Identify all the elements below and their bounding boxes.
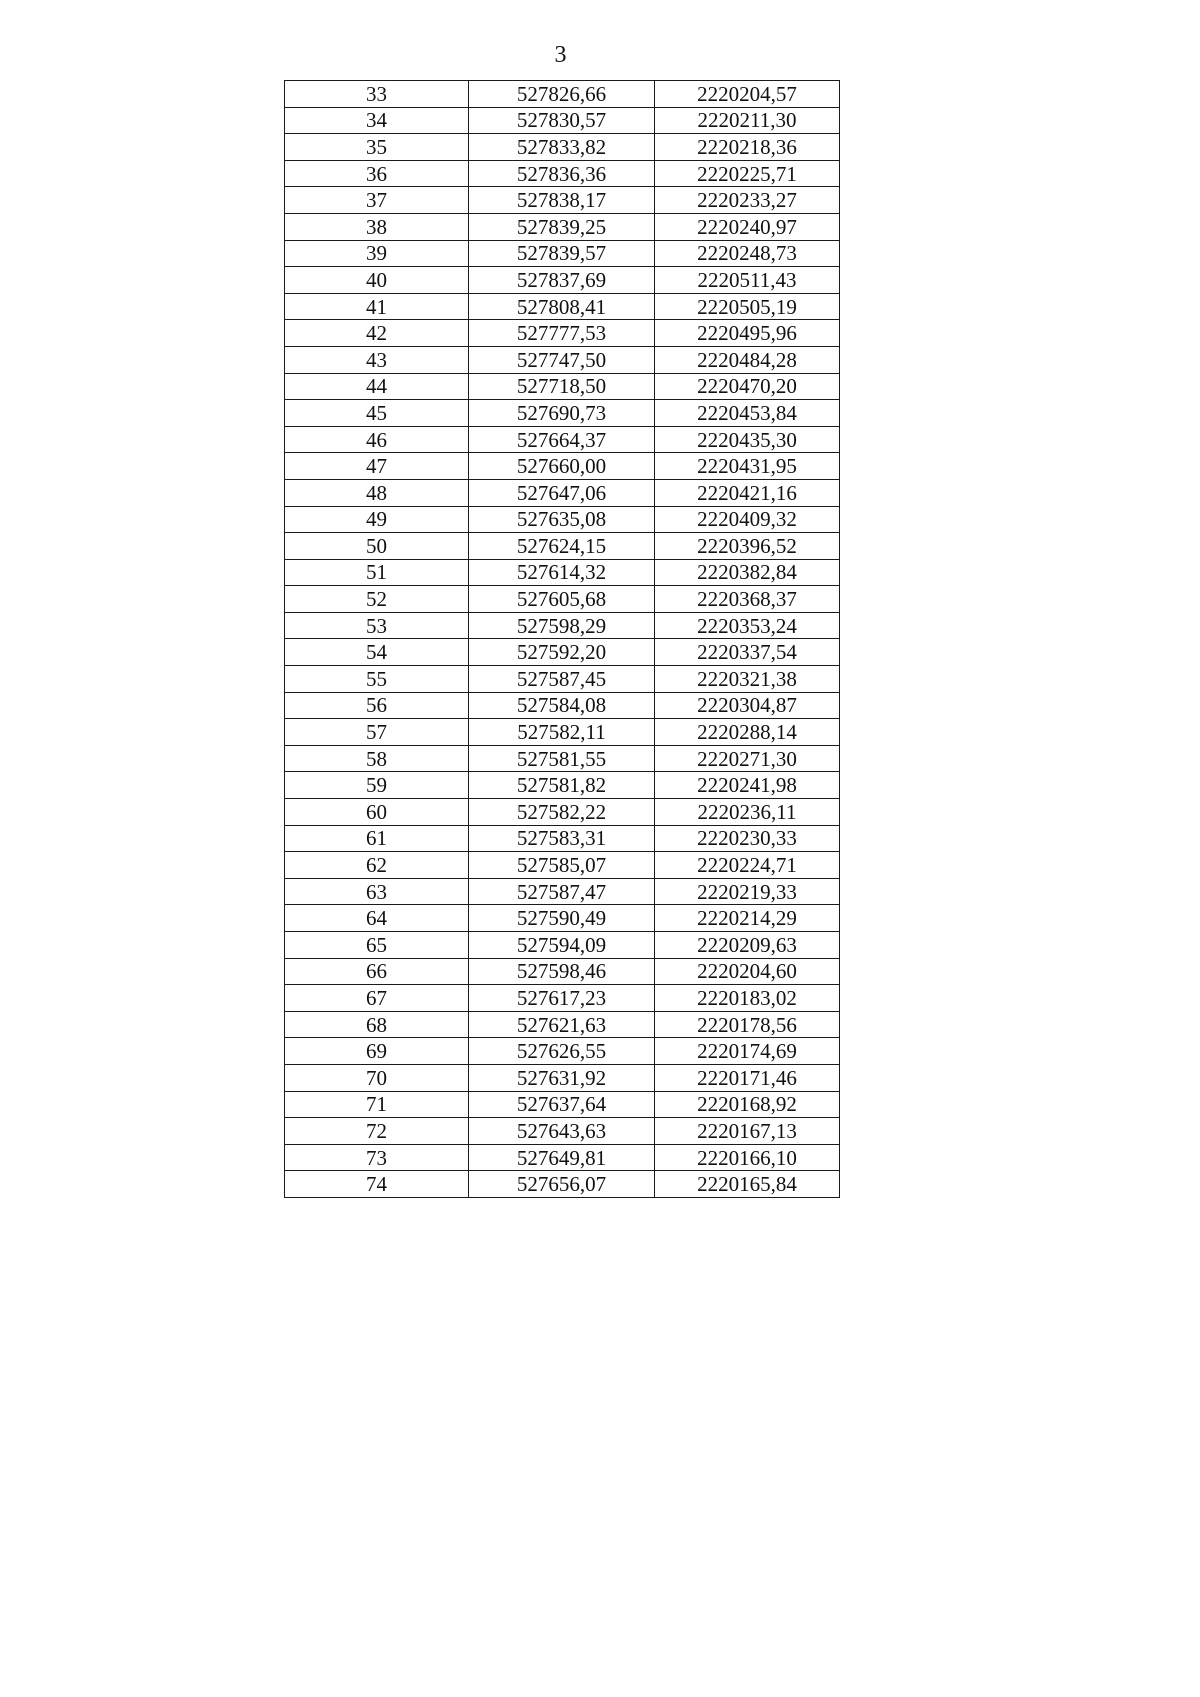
point-number-cell: 49 [285,506,469,533]
y-coordinate-cell: 2220165,84 [655,1171,840,1198]
table-row [285,479,840,506]
point-number-cell: 37 [285,187,469,214]
point-number-cell: 57 [285,719,469,746]
point-number-cell: 43 [285,346,469,373]
y-coordinate-cell: 2220505,19 [655,293,840,320]
table-row [285,1011,840,1038]
point-number-cell: 34 [285,107,469,134]
point-number-cell: 54 [285,639,469,666]
y-coordinate-cell: 2220204,57 [655,81,840,108]
x-coordinate-cell: 527643,63 [469,1118,655,1145]
y-coordinate-cell: 2220167,13 [655,1118,840,1145]
point-number-cell: 47 [285,453,469,480]
x-coordinate-cell: 527590,49 [469,905,655,932]
x-coordinate-cell: 527631,92 [469,1064,655,1091]
x-coordinate-cell: 527621,63 [469,1011,655,1038]
y-coordinate-cell: 2220382,84 [655,559,840,586]
y-coordinate-cell: 2220409,32 [655,506,840,533]
y-coordinate-cell: 2220435,30 [655,426,840,453]
x-coordinate-cell: 527637,64 [469,1091,655,1118]
point-number-cell: 58 [285,745,469,772]
y-coordinate-cell: 2220230,33 [655,825,840,852]
point-number-cell: 61 [285,825,469,852]
point-number-cell: 35 [285,134,469,161]
table-row [285,533,840,560]
y-coordinate-cell: 2220337,54 [655,639,840,666]
point-number-cell: 45 [285,400,469,427]
table-row [285,134,840,161]
x-coordinate-cell: 527614,32 [469,559,655,586]
table-row [285,825,840,852]
table-row [285,506,840,533]
x-coordinate-cell: 527583,31 [469,825,655,852]
point-number-cell: 42 [285,320,469,347]
table-row [285,426,840,453]
y-coordinate-cell: 2220495,96 [655,320,840,347]
table-row [285,81,840,108]
table-row [285,453,840,480]
table-row [285,639,840,666]
table-row [285,852,840,879]
point-number-cell: 50 [285,533,469,560]
table-row [285,1171,840,1198]
table-row [285,745,840,772]
x-coordinate-cell: 527582,11 [469,719,655,746]
x-coordinate-cell: 527664,37 [469,426,655,453]
y-coordinate-cell: 2220431,95 [655,453,840,480]
x-coordinate-cell: 527777,53 [469,320,655,347]
point-number-cell: 63 [285,878,469,905]
x-coordinate-cell: 527624,15 [469,533,655,560]
y-coordinate-cell: 2220224,71 [655,852,840,879]
x-coordinate-cell: 527598,46 [469,958,655,985]
point-number-cell: 33 [285,81,469,108]
y-coordinate-cell: 2220174,69 [655,1038,840,1065]
table-row [285,107,840,134]
y-coordinate-cell: 2220236,11 [655,799,840,826]
point-number-cell: 39 [285,240,469,267]
point-number-cell: 44 [285,373,469,400]
y-coordinate-cell: 2220470,20 [655,373,840,400]
point-number-cell: 55 [285,666,469,693]
coordinates-table-body [285,81,840,1198]
x-coordinate-cell: 527837,69 [469,267,655,294]
point-number-cell: 73 [285,1144,469,1171]
x-coordinate-cell: 527718,50 [469,373,655,400]
table-row [285,692,840,719]
y-coordinate-cell: 2220209,63 [655,932,840,959]
y-coordinate-cell: 2220214,29 [655,905,840,932]
y-coordinate-cell: 2220183,02 [655,985,840,1012]
point-number-cell: 36 [285,160,469,187]
point-number-cell: 71 [285,1091,469,1118]
y-coordinate-cell: 2220225,71 [655,160,840,187]
table-row [285,799,840,826]
x-coordinate-cell: 527833,82 [469,134,655,161]
table-row [285,958,840,985]
y-coordinate-cell: 2220353,24 [655,612,840,639]
x-coordinate-cell: 527647,06 [469,479,655,506]
y-coordinate-cell: 2220321,38 [655,666,840,693]
x-coordinate-cell: 527656,07 [469,1171,655,1198]
y-coordinate-cell: 2220484,28 [655,346,840,373]
y-coordinate-cell: 2220421,16 [655,479,840,506]
x-coordinate-cell: 527581,82 [469,772,655,799]
table-row [285,1144,840,1171]
y-coordinate-cell: 2220219,33 [655,878,840,905]
x-coordinate-cell: 527838,17 [469,187,655,214]
table-row [285,213,840,240]
point-number-cell: 64 [285,905,469,932]
x-coordinate-cell: 527660,00 [469,453,655,480]
table-row [285,400,840,427]
point-number-cell: 65 [285,932,469,959]
y-coordinate-cell: 2220171,46 [655,1064,840,1091]
y-coordinate-cell: 2220396,52 [655,533,840,560]
table-row [285,666,840,693]
x-coordinate-cell: 527826,66 [469,81,655,108]
y-coordinate-cell: 2220233,27 [655,187,840,214]
y-coordinate-cell: 2220368,37 [655,586,840,613]
table-row [285,905,840,932]
table-row [285,373,840,400]
table-row [285,719,840,746]
x-coordinate-cell: 527594,09 [469,932,655,959]
table-row [285,772,840,799]
table-row [285,878,840,905]
y-coordinate-cell: 2220453,84 [655,400,840,427]
x-coordinate-cell: 527808,41 [469,293,655,320]
point-number-cell: 60 [285,799,469,826]
table-row [285,267,840,294]
y-coordinate-cell: 2220211,30 [655,107,840,134]
table-row [285,187,840,214]
x-coordinate-cell: 527581,55 [469,745,655,772]
coordinates-table [284,80,840,1198]
y-coordinate-cell: 2220271,30 [655,745,840,772]
point-number-cell: 66 [285,958,469,985]
point-number-cell: 46 [285,426,469,453]
table-row [285,293,840,320]
x-coordinate-cell: 527690,73 [469,400,655,427]
x-coordinate-cell: 527747,50 [469,346,655,373]
point-number-cell: 53 [285,612,469,639]
table-row [285,160,840,187]
table-row [285,346,840,373]
y-coordinate-cell: 2220511,43 [655,267,840,294]
x-coordinate-cell: 527836,36 [469,160,655,187]
x-coordinate-cell: 527830,57 [469,107,655,134]
x-coordinate-cell: 527839,25 [469,213,655,240]
y-coordinate-cell: 2220248,73 [655,240,840,267]
point-number-cell: 62 [285,852,469,879]
point-number-cell: 67 [285,985,469,1012]
point-number-cell: 68 [285,1011,469,1038]
page-number: 3 [554,42,567,68]
x-coordinate-cell: 527626,55 [469,1038,655,1065]
x-coordinate-cell: 527585,07 [469,852,655,879]
x-coordinate-cell: 527587,45 [469,666,655,693]
point-number-cell: 48 [285,479,469,506]
point-number-cell: 74 [285,1171,469,1198]
point-number-cell: 41 [285,293,469,320]
table-row [285,320,840,347]
point-number-cell: 40 [285,267,469,294]
table-row [285,586,840,613]
table-row [285,240,840,267]
point-number-cell: 69 [285,1038,469,1065]
table-row [285,985,840,1012]
table-row [285,1118,840,1145]
x-coordinate-cell: 527582,22 [469,799,655,826]
y-coordinate-cell: 2220304,87 [655,692,840,719]
point-number-cell: 72 [285,1118,469,1145]
x-coordinate-cell: 527605,68 [469,586,655,613]
x-coordinate-cell: 527592,20 [469,639,655,666]
x-coordinate-cell: 527649,81 [469,1144,655,1171]
point-number-cell: 70 [285,1064,469,1091]
y-coordinate-cell: 2220168,92 [655,1091,840,1118]
x-coordinate-cell: 527587,47 [469,878,655,905]
y-coordinate-cell: 2220166,10 [655,1144,840,1171]
y-coordinate-cell: 2220204,60 [655,958,840,985]
table-row [285,612,840,639]
table-row [285,1064,840,1091]
x-coordinate-cell: 527584,08 [469,692,655,719]
table-row [285,932,840,959]
y-coordinate-cell: 2220218,36 [655,134,840,161]
x-coordinate-cell: 527635,08 [469,506,655,533]
y-coordinate-cell: 2220288,14 [655,719,840,746]
y-coordinate-cell: 2220240,97 [655,213,840,240]
y-coordinate-cell: 2220241,98 [655,772,840,799]
point-number-cell: 51 [285,559,469,586]
point-number-cell: 38 [285,213,469,240]
point-number-cell: 59 [285,772,469,799]
point-number-cell: 56 [285,692,469,719]
x-coordinate-cell: 527617,23 [469,985,655,1012]
x-coordinate-cell: 527598,29 [469,612,655,639]
x-coordinate-cell: 527839,57 [469,240,655,267]
table-row [285,1091,840,1118]
point-number-cell: 52 [285,586,469,613]
table-row [285,559,840,586]
table-row [285,1038,840,1065]
y-coordinate-cell: 2220178,56 [655,1011,840,1038]
